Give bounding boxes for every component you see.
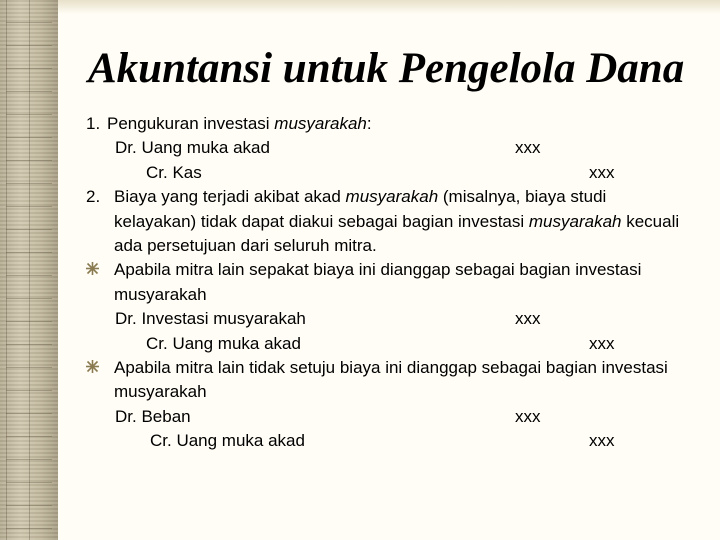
- entry-2-debit: Dr. Investasi musyarakah: [115, 309, 306, 329]
- item-1: [86, 112, 686, 136]
- entry-1-credit-amount: xxx: [589, 162, 615, 182]
- bullet-1: [86, 258, 686, 307]
- border-grid-pattern: [6, 0, 52, 540]
- item-1-label-end: :: [366, 114, 372, 133]
- item-1-text: [107, 112, 372, 136]
- entry-1-credit: Cr. Kas: [146, 162, 202, 182]
- entry-2-credit-amount: xxx: [589, 333, 615, 353]
- entry-3-credit-amount: xxx: [589, 431, 615, 451]
- bullet-2-text: Apabila mitra lain tidak setuju biaya ini dianggap sebagai bagian investasi musyarakah: [114, 357, 668, 402]
- bullet-2: [86, 356, 686, 405]
- bullet-1-text: Apabila mitra lain sepakat biaya ini dianggap sebagai bagian investasi musyarakah: [114, 260, 642, 304]
- item-2-text: [86, 185, 686, 258]
- entry-1-debit: Dr. Uang muka akad: [115, 138, 270, 158]
- item-2-emphasis-a: musyarakah: [345, 187, 439, 207]
- entry-1-debit-amount: xxx: [515, 138, 541, 158]
- item-2-emphasis-b: musyarakah: [528, 211, 622, 231]
- entry-1-credit-row: [86, 161, 686, 185]
- entry-3-debit-row: [86, 405, 686, 429]
- entry-2-credit-row: [86, 332, 686, 356]
- entry-3-credit: Cr. Uang muka akad: [150, 431, 305, 451]
- item-2-text-b: (misalnya, biaya studi kelayakan) tidak dapat diakui sebagai bagian investasi: [114, 187, 607, 231]
- item-2-text-a: Biaya yang terjadi akibat akad: [114, 187, 346, 207]
- entry-3-debit-amount: xxx: [515, 406, 541, 426]
- item-2-text-c: kecuali ada persetujuan dari seluruh mitra.: [114, 211, 680, 255]
- top-shadow: [58, 0, 720, 14]
- slide-title: Akuntansi untuk Pengelola Dana: [88, 45, 685, 92]
- item-1-label: Pengukuran investasi: [107, 114, 275, 133]
- slide-body: [86, 112, 686, 454]
- entry-3-credit-row: [86, 429, 686, 453]
- asterisk-bullet-icon: [86, 262, 99, 275]
- item-2: [86, 185, 686, 258]
- item-1-label-emphasis: musyarakah: [274, 114, 367, 133]
- entry-2-credit: Cr. Uang muka akad: [146, 333, 301, 353]
- entry-1-debit-row: [86, 136, 686, 160]
- asterisk-bullet-icon: [86, 360, 99, 373]
- entry-2-debit-row: [86, 307, 686, 331]
- entry-2-debit-amount: xxx: [515, 309, 541, 329]
- item-1-number: 1.: [86, 114, 101, 133]
- item-2-number: 2.: [86, 187, 101, 207]
- decorative-left-border: [0, 0, 58, 540]
- entry-3-debit: Dr. Beban: [115, 406, 191, 426]
